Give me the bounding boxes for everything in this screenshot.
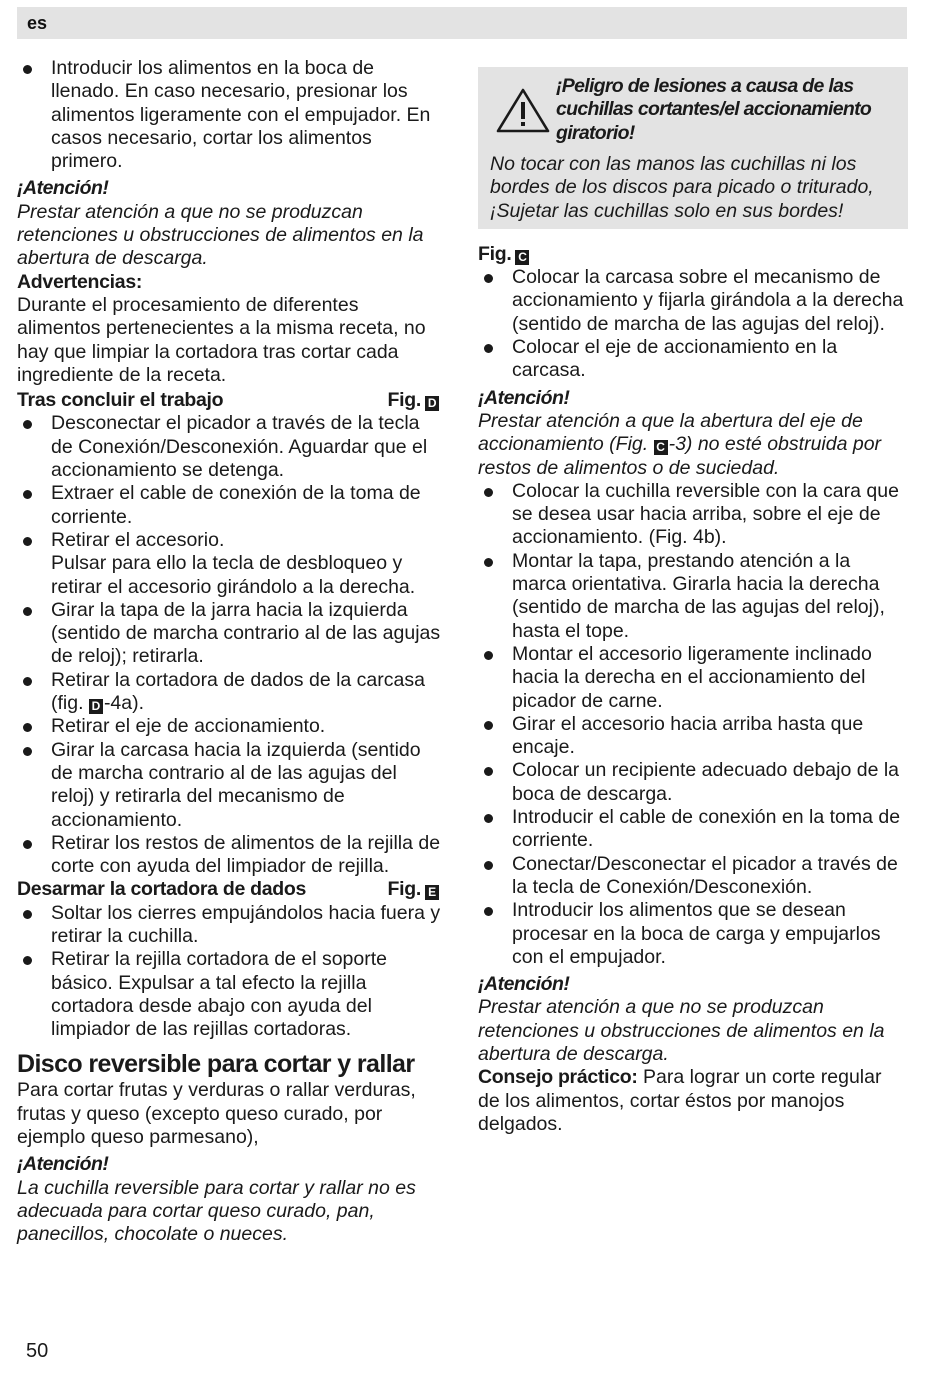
attention-text: La cuchilla reversible para cortar y rallar no es adecuada para cortar queso curado, pan, panecillos, chocolate o nueces. xyxy=(17,1176,416,1246)
danger-warning-header xyxy=(490,75,896,145)
list-item: Montar el accesorio ligeramente inclinado hacia la derecha en el accionamiento del picador de carne. xyxy=(478,643,908,713)
attention-title: ¡Atención! xyxy=(478,386,570,409)
figure-label: Fig. xyxy=(387,389,421,412)
left-column xyxy=(17,57,442,1247)
danger-warning-text: No tocar con las manos las cuchillas ni los bordes de los discos para picado o triturado, ¡Sujetar las cuchillas solo en sus bordes! xyxy=(490,153,874,222)
figure-letter-badge: D xyxy=(89,699,103,714)
warning-triangle-icon xyxy=(496,87,550,133)
figure-letter-badge: D xyxy=(425,396,439,411)
list-item: Retirar los restos de alimentos de la rejilla de corte con ayuda del limpiador de rejilla. xyxy=(17,832,442,879)
list-item: Conectar/Desconectar el picador a través de la tecla de Conexión/Desconexión. xyxy=(478,853,908,900)
figure-reference xyxy=(388,878,440,901)
list-item: Colocar la cuchilla reversible con la cara que se desea usar hacia arriba, sobre el eje de accionamiento. (Fig. 4b). xyxy=(478,480,908,550)
danger-warning-box xyxy=(478,67,908,229)
figure-reference xyxy=(388,389,440,412)
language-code: es xyxy=(27,13,48,33)
tip-title: Consejo práctico: xyxy=(478,1066,638,1089)
list-item: Retirar el eje de accionamiento. xyxy=(17,715,442,738)
list-item xyxy=(17,529,442,599)
figure-label: Fig. xyxy=(478,242,512,265)
list-item: Introducir el cable de conexión en la toma de corriente. xyxy=(478,806,908,853)
list-item: Extraer el cable de conexión de la toma de corriente. xyxy=(17,482,442,529)
figure-letter-badge: C xyxy=(654,440,668,455)
section-heading: Disco reversible para cortar y rallar xyxy=(17,1050,415,1079)
list-item: Girar la carcasa hacia la izquierda (sentido de marcha contrario al de las agujas del reloj) y retirarla del mecanismo de accionamiento. xyxy=(17,739,442,832)
attention-title: ¡Atención! xyxy=(17,1153,109,1176)
dismantle-title: Desarmar la cortadora de dados xyxy=(17,878,307,901)
attention-title: ¡Atención! xyxy=(478,973,570,996)
usage-list xyxy=(478,480,908,969)
figure-label: Fig. xyxy=(387,878,421,901)
attention-text xyxy=(478,410,908,480)
after-work-heading xyxy=(17,389,442,412)
page-number: 50 xyxy=(26,1340,49,1362)
list-item: Girar el accesorio hacia arriba hasta que encaje. xyxy=(478,713,908,760)
attention-title: ¡Atención! xyxy=(17,177,109,200)
list-item: Colocar la carcasa sobre el mecanismo de accionamiento y fijarla girándola a la derecha (sentido de marcha de las agujas del reloj). xyxy=(478,266,908,336)
attention-text-part: -3) no esté obstruida por restos de alimentos o de suciedad. xyxy=(478,433,882,479)
list-item: Retirar la rejilla cortadora de el soporte básico. Expulsar a tal efecto la rejilla cortadora desde abajo con ayuda del limpiador de las rejillas cortadoras. xyxy=(17,948,442,1041)
attention-text: Prestar atención a que no se produzcan retenciones u obstrucciones de alimentos en la abertura de descarga. xyxy=(17,200,424,270)
after-work-list xyxy=(17,412,442,878)
section-text: Para cortar frutas y verduras o rallar verduras, frutas y queso (excepto queso curado, por ejemplo queso parmesano), xyxy=(17,1079,416,1149)
list-item: Introducir los alimentos que se desean procesar en la boca de carga y empujarlos con el empujador. xyxy=(478,899,908,969)
warnings-text: Durante el procesamiento de diferentes alimentos pertenecientes a la misma receta, no hay que limpiar la cortadora tras cortar cada ingrediente de la receta. xyxy=(17,293,426,386)
dismantle-heading xyxy=(17,878,442,901)
figure-letter-badge: C xyxy=(515,250,529,265)
dismantle-list xyxy=(17,902,442,1042)
list-item: Soltar los cierres empujándolos hacia fuera y retirar la cuchilla. xyxy=(17,902,442,949)
intro-list xyxy=(17,57,442,173)
practical-tip xyxy=(478,1066,908,1136)
list-item: Introducir los alimentos en la boca de llenado. En caso necesario, presionar los alimentos ligeramente con el empujador. En casos necesario, cortar los alimentos primero. xyxy=(17,57,442,173)
list-item: Colocar el eje de accionamiento en la carcasa. xyxy=(478,336,908,383)
after-work-title: Tras concluir el trabajo xyxy=(17,389,224,412)
attention-text-part: Prestar atención a que la abertura del eje de accionamiento (Fig. xyxy=(478,409,863,456)
danger-warning-title: ¡Peligro de lesiones a causa de las cuchillas cortantes/el accionamiento giratorio! xyxy=(556,75,872,144)
list-item: Girar la tapa de la jarra hacia la izquierda (sentido de marcha contrario al de las agujas de reloj); retirarla. xyxy=(17,599,442,669)
assembly-list xyxy=(478,266,908,382)
list-item-text: Retirar la cortadora de dados de la carcasa (fig. xyxy=(51,668,425,715)
list-item: Desconectar el picador a través de la tecla de Conexión/Desconexión. Aguardar que el accionamiento se detenga. xyxy=(17,412,442,482)
list-item-extra: Pulsar para ello la tecla de desbloqueo y retirar el accesorio girándolo a la derecha. xyxy=(51,552,416,598)
language-bar xyxy=(17,7,907,39)
list-item: Montar la tapa, prestando atención a la marca orientativa. Girarla hacia la derecha (sentido de marcha de las agujas del reloj), hasta el tope. xyxy=(478,550,908,643)
list-item-text: Retirar el accesorio. xyxy=(51,528,225,551)
list-item xyxy=(17,669,442,716)
attention-text: Prestar atención a que no se produzcan retenciones u obstrucciones de alimentos en la abertura de descarga. xyxy=(478,996,885,1065)
tip-text: Para lograr un corte regular de los alimentos, cortar éstos por manojos delgados. xyxy=(478,1066,882,1135)
list-item-text: -4a). xyxy=(103,692,145,715)
list-item: Colocar un recipiente adecuado debajo de la boca de descarga. xyxy=(478,759,908,806)
figure-heading xyxy=(478,243,908,266)
right-column xyxy=(478,67,908,1136)
figure-letter-badge: E xyxy=(425,885,439,900)
warnings-title: Advertencias: xyxy=(17,270,143,293)
